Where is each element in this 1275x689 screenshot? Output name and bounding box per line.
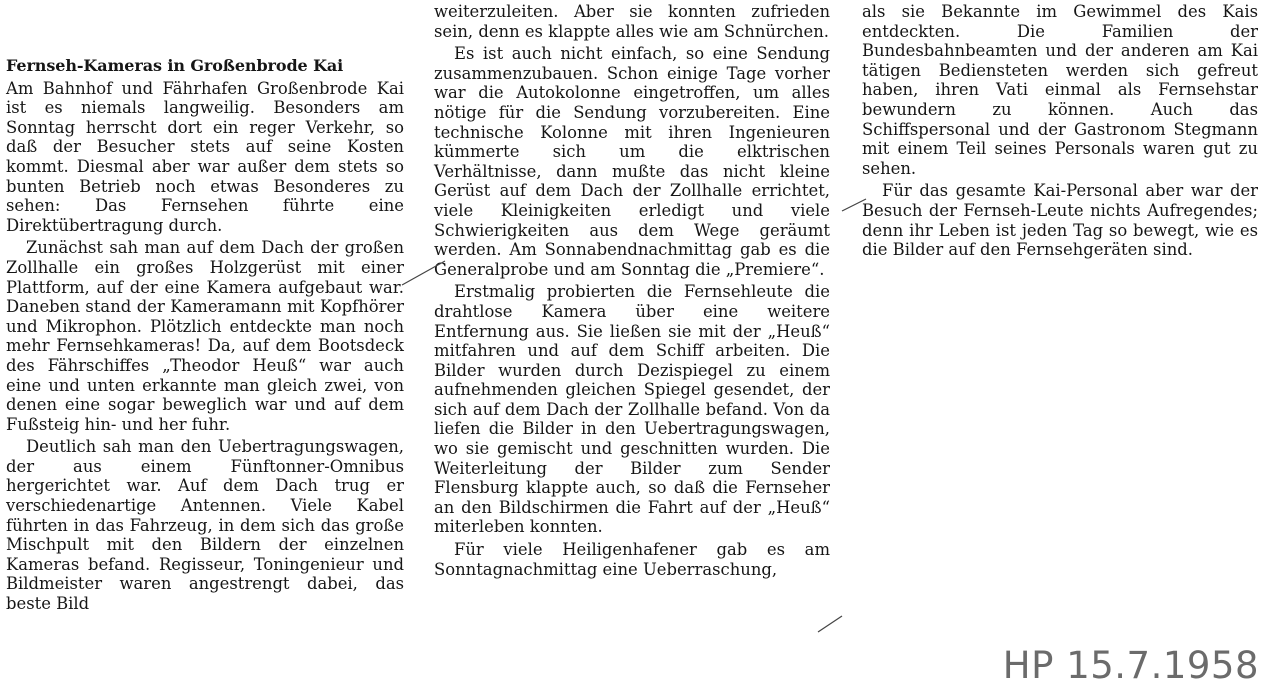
archive-date-stamp: HP 15.7.1958: [1002, 644, 1259, 687]
article-column-3: [862, 2, 1258, 263]
article-paragraph: Zunächst sah man auf dem Dach der großen Zollhalle ein großes Holzgerüst mit einer Plattform, auf der eine Kamera aufgebaut war. Daneben stand der Kameramann mit Kopfhörer und Mikrophon. Plötzlich entdeckte man noch mehr Fernsehkameras! Da, auf dem Bootsdeck des Fährschiffes „Theodor Heuß“ war auch eine und unten erkannte man gleich zwei, von denen eine sogar beweglich war und auf dem Fußsteig hin- und her fuhr.: [6, 238, 404, 434]
article-paragraph: Erstmalig probierten die Fernsehleute die drahtlose Kamera über eine weitere Entfernung aus. Sie ließen sie mit der „Heuß“ mitfahren und auf dem Schiff arbeiten. Die Bilder wurden durch Dezispiegel zu einem aufnehmenden gleichen Spiegel gesendet, der sich auf dem Dach der Zollhalle befand. Von da liefen die Bilder in den Uebertragungswagen, wo sie gemischt und geschnitten wurden. Die Weiterleitung der Bilder zum Sender Flensburg klappte auch, so daß die Fernseher an den Bildschirmen die Fahrt auf der „Heuß“ miterleben konnten.: [434, 282, 830, 537]
pencil-mark-icon: [840, 195, 870, 215]
article-column-1: [6, 56, 404, 617]
article-paragraph: Für viele Heiligenhafener gab es am Sonntagnachmittag eine Ueberraschung,: [434, 540, 830, 579]
article-paragraph: Es ist auch nicht einfach, so eine Sendung zusammenzubauen. Schon einige Tage vorher war die Autokolonne eingetroffen, um alles nötige für die Sendung vorzubereiten. Eine technische Kolonne mit ihren Ingenieuren kümmerte sich um die elktrischen Verhältnisse, dann mußte das nicht kleine Gerüst auf dem Dach der Zollhalle errichtet, viele Kleinigkeiten erledigt und viele Schwierigkeiten aus dem Wege geräumt werden. Am Sonnabendnachmittag gab es die Generalprobe und am Sonntag die „Premiere“.: [434, 44, 830, 279]
article-paragraph: weiterzuleiten. Aber sie konnten zufrieden sein, denn es klappte alles wie am Schnürchen.: [434, 2, 830, 41]
pencil-mark-icon: [816, 612, 846, 636]
article-paragraph: als sie Bekannte im Gewimmel des Kais entdeckten. Die Familien der Bundesbahnbeamten und der anderen am Kai tätigen Bediensteten werden sich gefreut haben, ihren Vati einmal als Fernsehstar bewundern zu können. Auch das Schiffspersonal und der Gastronom Stegmann mit einem Teil seines Personals waren gut zu sehen.: [862, 2, 1258, 178]
article-column-2: [434, 2, 830, 582]
article-paragraph: Deutlich sah man den Uebertragungswagen, der aus einem Fünftonner-Omnibus hergerichtet war. Auf dem Dach trug er verschiedenartige Antennen. Viele Kabel führten in das Fahrzeug, in dem sich das große Mischpult mit den Bildern der einzelnen Kameras befand. Regisseur, Toningenieur und Bildmeister waren angestrengt dabei, das beste Bild: [6, 437, 404, 614]
article-paragraph: Am Bahnhof und Fährhafen Großenbrode Kai ist es niemals langweilig. Besonders am Sonntag herrscht dort ein reger Verkehr, so daß der Besucher stets auf seine Kosten kommt. Diesmal aber war außer dem stets so bunten Betrieb noch etwas Besonderes zu sehen: Das Fernsehen führte eine Direktübertragung durch.: [6, 78, 404, 235]
pencil-mark-icon: [400, 255, 450, 295]
article-headline: Fernseh-Kameras in Großenbrode Kai: [6, 56, 344, 75]
article-paragraph: Für das gesamte Kai-Personal aber war der Besuch der Fernseh-Leute nichts Aufregendes; denn ihr Leben ist jeden Tag so bewegt, wie es die Bilder auf den Fernsehgeräten sind.: [862, 181, 1258, 260]
